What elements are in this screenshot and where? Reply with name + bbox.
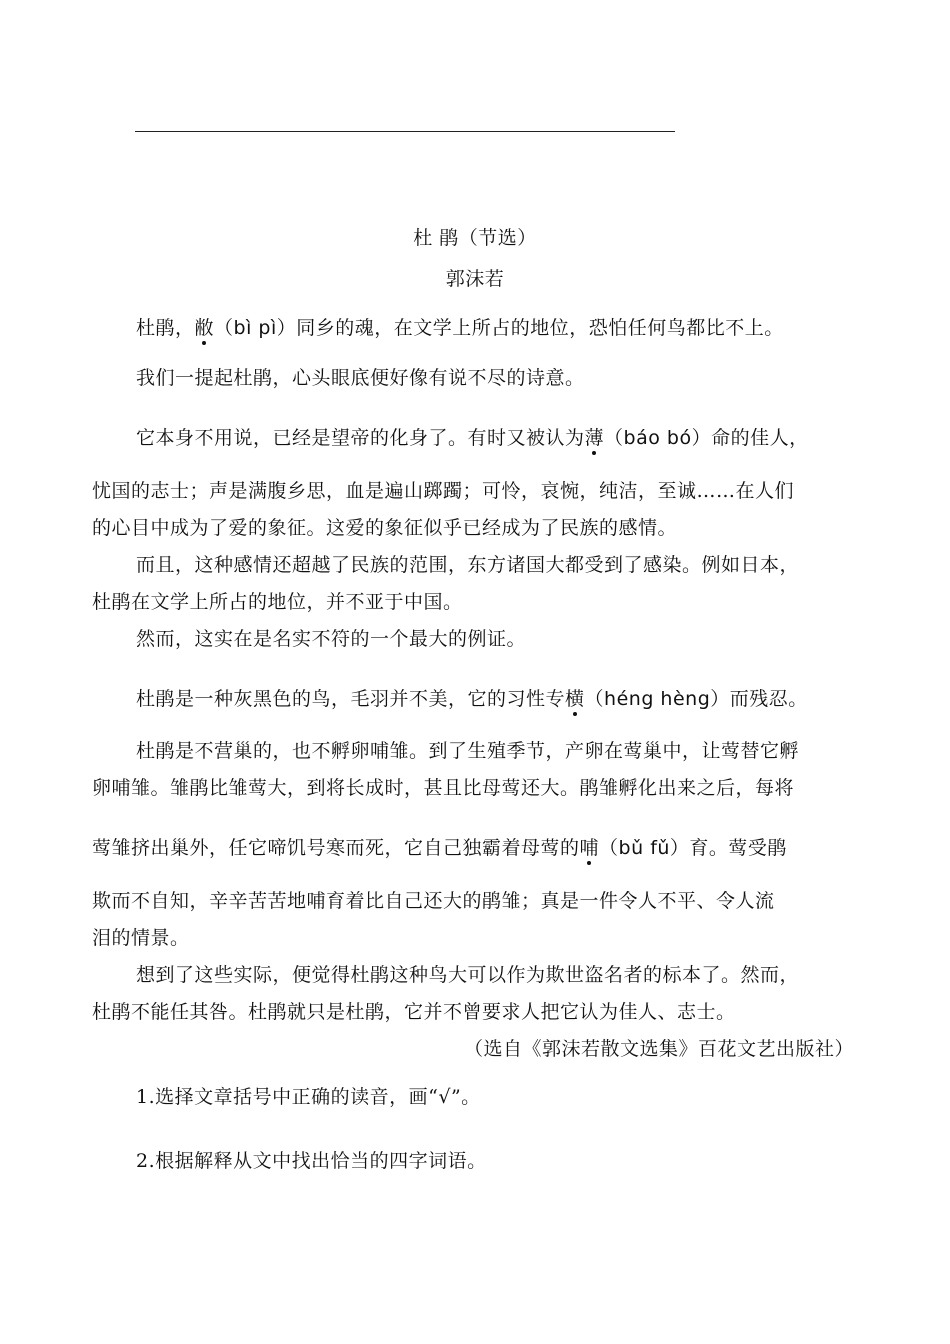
text-span: ）命的佳人， <box>691 427 809 449</box>
dotted-char: 横 <box>565 688 585 710</box>
paragraph-line-7: 杜鹃在文学上所占的地位，并不亚于中国。 <box>92 591 463 613</box>
paragraph-line-2: 我们一提起杜鹃，心头眼底便好像有说不尽的诗意。 <box>136 367 585 389</box>
header-rule <box>135 131 675 132</box>
pinyin-options: bǔ fǔ <box>618 837 670 859</box>
paragraph-line-13: 欺而不自知，辛辛苦苦地哺育着比自己还大的鹃雏；真是一件令人不平、令人流 <box>92 890 775 912</box>
paragraph-line-10: 杜鹃是不营巢的，也不孵卵哺雏。到了生殖季节，产卵在莺巢中，让莺替它孵 <box>136 740 800 762</box>
paragraph-line-9 <box>136 687 808 711</box>
source-citation: （选自《郭沫若散文选集》百花文艺出版社） <box>463 1038 854 1060</box>
text-span: （ <box>604 427 624 449</box>
paragraph-line-8: 然而，这实在是名实不符的一个最大的例证。 <box>136 628 527 650</box>
text-span: 杜鹃， <box>136 317 195 339</box>
question-2: 2.根据解释从文中找出恰当的四字词语。 <box>136 1150 487 1172</box>
text-span: 莺雏挤出巢外，任它啼饥号寒而死，它自己独霸着母莺的 <box>92 837 580 859</box>
pinyin-options: báo bó <box>623 427 692 449</box>
text-span: ）同乡的魂，在文学上所占的地位，恐怕任何鸟都比不上。 <box>276 317 784 339</box>
text-span: （ <box>584 688 605 710</box>
dotted-char: 薄 <box>584 427 605 449</box>
dotted-char: 敝 <box>194 317 215 339</box>
article-author: 郭沫若 <box>445 268 505 290</box>
article-title: 杜 鹃（节选） <box>413 227 537 249</box>
text-span: 杜鹃是一种灰黑色的鸟，毛羽并不美，它的习性专 <box>136 688 566 710</box>
paragraph-line-11: 卵哺雏。雏鹃比雏莺大，到将长成时，甚且比母莺还大。鹃雏孵化出来之后，每将 <box>92 777 795 799</box>
paragraph-line-14: 泪的情景。 <box>92 927 190 949</box>
pinyin-options: héng hèng <box>604 688 711 710</box>
question-1: 1.选择文章括号中正确的读音，画“√”。 <box>136 1086 481 1108</box>
text-span: ）而残忍。 <box>710 688 808 710</box>
paragraph-line-3 <box>136 426 809 450</box>
dotted-char: 哺 <box>579 837 600 859</box>
paragraph-line-4: 忧国的志士；声是满腹乡思，血是遍山踯躅；可怜，哀惋，纯洁，至诚……在人们 <box>92 480 795 502</box>
paragraph-line-16: 杜鹃不能任其咎。杜鹃就只是杜鹃，它并不曾要求人把它认为佳人、志士。 <box>92 1001 736 1023</box>
paragraph-line-6: 而且，这种感情还超越了民族的范围，东方诸国大都受到了感染。例如日本， <box>136 554 800 576</box>
text-span: （ <box>214 317 234 339</box>
paragraph-line-1 <box>136 316 784 340</box>
paragraph-line-15: 想到了这些实际，便觉得杜鹃这种鸟大可以作为欺世盗名者的标本了。然而， <box>136 964 800 986</box>
paragraph-line-12 <box>92 836 787 860</box>
text-span: ）育。莺受鹃 <box>669 837 787 859</box>
text-span: （ <box>599 837 619 859</box>
text-span: 它本身不用说，已经是望帝的化身了。有时又被认为 <box>136 427 585 449</box>
paragraph-line-5: 的心目中成为了爱的象征。这爱的象征似乎已经成为了民族的感情。 <box>92 517 678 539</box>
pinyin-options: bì pì <box>233 317 277 339</box>
